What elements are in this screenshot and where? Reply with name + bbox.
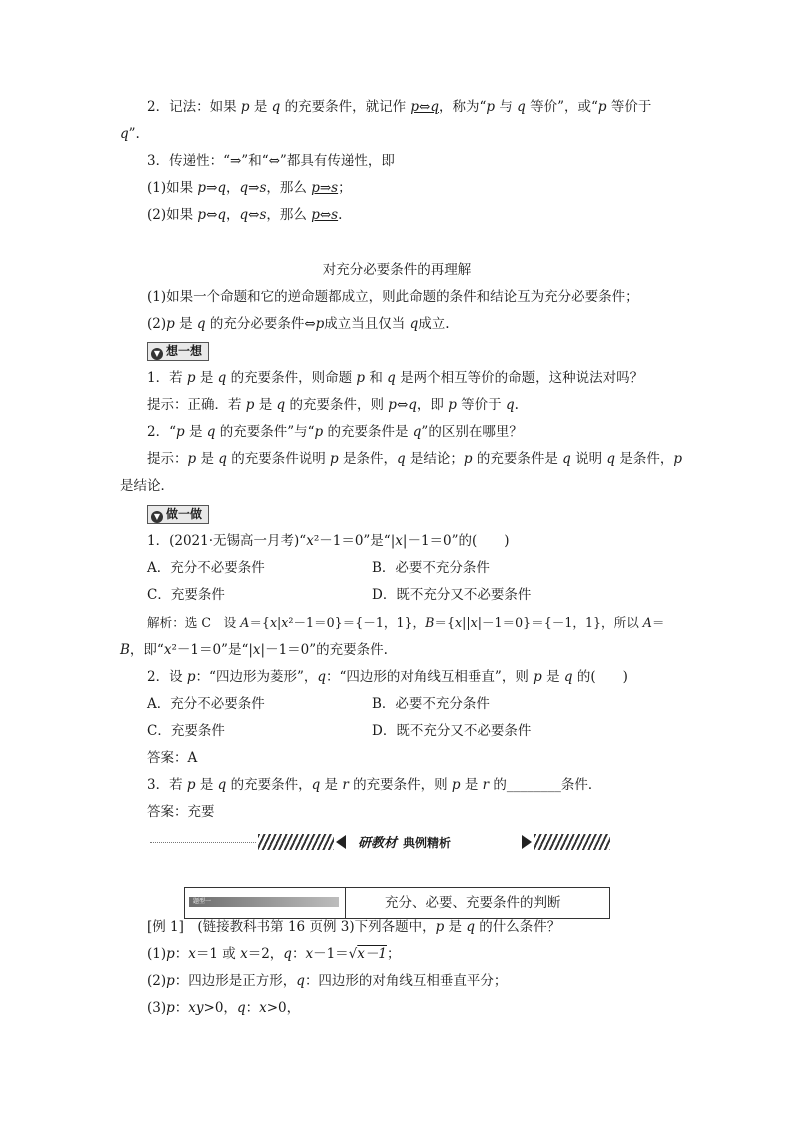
notation-line: 2．记法：如果 p 是 q 的充要条件，就记作 p⇔q，称为“p 与 q 等价”，或“p 等价于 bbox=[147, 99, 652, 115]
topic-box bbox=[184, 887, 610, 919]
topic-title: 充分、必要、充要条件的判断 bbox=[385, 895, 561, 911]
exercise-2: 2．设 p：“四边形为菱形”，q：“四边形的对角线互相垂直”，则 p 是 q 的( ) bbox=[147, 669, 628, 685]
exercise-2-option-d: D．既不充分又不必要条件 bbox=[372, 723, 532, 739]
exercise-3: 3．若 p 是 q 的充要条件，q 是 r 的充要条件，则 p 是 r 的________条件． bbox=[147, 777, 602, 793]
do-tag: ▼ 做一做 bbox=[147, 505, 209, 524]
exercise-2-option-c: C．充要条件 bbox=[147, 723, 225, 739]
exercise-1-solution: 解析：选 C 设 A＝{x|x²－1＝0}＝{－1，1}，B＝{x||x|－1＝0}＝{－1，1}，所以 A＝ bbox=[147, 615, 665, 630]
arrow-left-icon bbox=[336, 835, 346, 849]
example-1-item-1: (1)p：x＝1 或 x＝2，q：x－1＝√x－1； bbox=[147, 946, 401, 962]
example-1-item-2: (2)p：四边形是正方形，q：四边形的对角线互相垂直平分； bbox=[147, 973, 508, 989]
transitivity-line: 3．传递性：“⇒”和“⇔”都具有传递性，即 bbox=[147, 153, 395, 169]
exercise-2-answer: 答案：A bbox=[147, 750, 198, 766]
think-hint-2: 提示：p 是 q 的充要条件说明 p 是条件，q 是结论；p 的充要条件是 q 说明 q 是条件，p bbox=[147, 451, 683, 467]
think-question-2: 2．“p 是 q 的充要条件”与“p 的充要条件是 q”的区别在哪里？ bbox=[147, 424, 523, 440]
banner-divider-left bbox=[150, 842, 256, 843]
example-1-item-3: (3)p：xy>0，q：x>0， bbox=[147, 1000, 301, 1016]
exercise-1-solution-cont: B，即“x²－1＝0”是“|x|－1＝0”的充要条件. bbox=[120, 642, 388, 658]
exercise-1-option-d: D．既不充分又不必要条件 bbox=[372, 587, 532, 603]
exercise-1-option-c: C．充要条件 bbox=[147, 587, 225, 603]
banner-stripe-left bbox=[258, 834, 334, 850]
example-1-stem: [例 1] (链接教科书第 16 页例 3)下列各题中，p 是 q 的什么条件？ bbox=[147, 919, 561, 935]
understanding-item-2: (2)p 是 q 的充分必要条件⇔p成立当且仅当 q成立. bbox=[147, 316, 450, 332]
arrow-right-icon bbox=[522, 835, 532, 849]
exercise-1: 1．(2021·无锡高一月考)“x²－1＝0”是“|x|－1＝0”的( ) bbox=[147, 533, 510, 549]
exercise-2-option-b: B．必要不充分条件 bbox=[372, 696, 490, 712]
think-hint-1: 提示：正确．若 p 是 q 的充要条件，则 p⇔q，即 p 等价于 q. bbox=[147, 397, 519, 413]
think-question-1: 1．若 p 是 q 的充要条件，则命题 p 和 q 是两个相互等价的命题，这种说法对吗？ bbox=[147, 370, 644, 386]
exercise-3-answer: 答案：充要 bbox=[147, 804, 215, 820]
transitivity-item-1: (1)如果 p⇒q，q⇒s，那么 p⇒s； bbox=[147, 180, 352, 196]
chevron-down-icon: ▼ bbox=[151, 348, 163, 360]
transitivity-item-2: (2)如果 p⇔q，q⇔s，那么 p⇔s. bbox=[147, 207, 343, 223]
understanding-item-1: (1)如果一个命题和它的逆命题都成立，则此命题的条件和结论互为充分必要条件； bbox=[147, 289, 639, 305]
chevron-down-icon: ▼ bbox=[151, 511, 163, 523]
exercise-1-option-b: B．必要不充分条件 bbox=[372, 560, 490, 576]
banner-title: 研教材 典例精析 bbox=[358, 836, 452, 851]
think-hint-2-cont: 是结论． bbox=[120, 478, 174, 494]
topic-label-cell: 题型一 bbox=[185, 888, 346, 918]
think-tag: ▼ 想一想 bbox=[147, 342, 209, 361]
section-heading: 对充分必要条件的再理解 bbox=[322, 262, 472, 278]
notation-line-cont: q”. bbox=[120, 126, 140, 142]
exercise-2-option-a: A．充分不必要条件 bbox=[147, 696, 265, 712]
section-banner bbox=[150, 832, 602, 854]
exercise-1-option-a: A．充分不必要条件 bbox=[147, 560, 265, 576]
banner-stripe-right bbox=[534, 834, 610, 850]
